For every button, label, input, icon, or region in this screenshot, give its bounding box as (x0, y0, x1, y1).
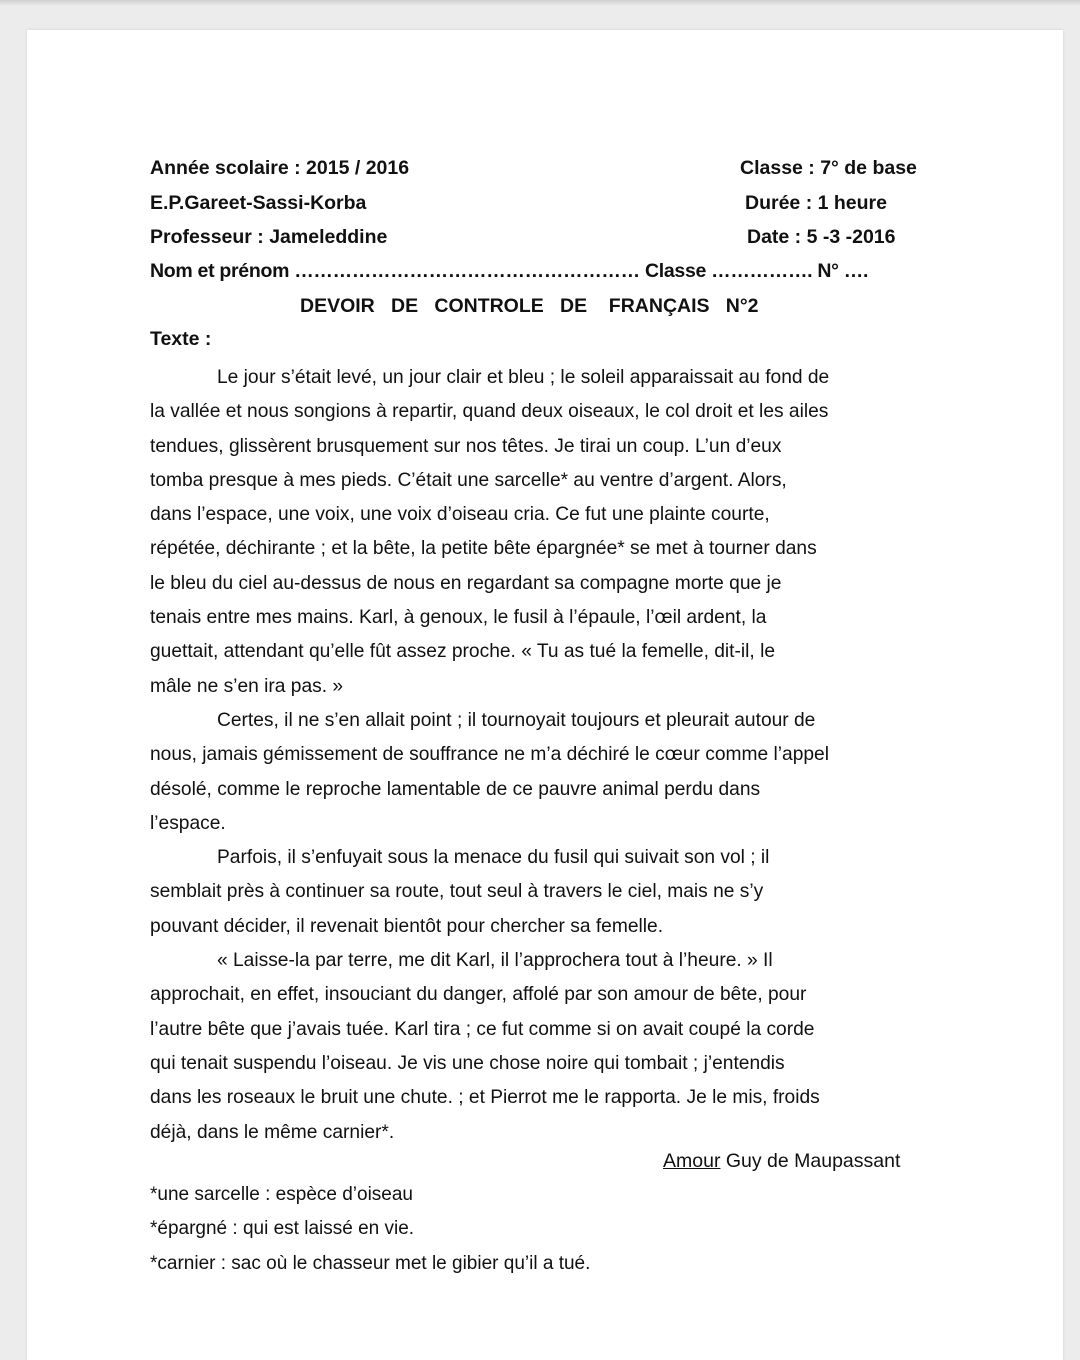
text-line: pouvant décider, il revenait bientôt pour chercher sa femelle. (150, 915, 664, 937)
author: Guy de Maupassant (720, 1150, 901, 1172)
text-label: Texte : (150, 328, 212, 350)
teacher: Professeur : Jameleddine (150, 226, 388, 248)
text-body (150, 361, 829, 1150)
text-line: approchait, en effet, insouciant du danger, affolé par son amour de bête, pour (150, 984, 807, 1006)
school-year: Année scolaire : 2015 / 2016 (150, 157, 410, 179)
text-line: le bleu du ciel au-dessus de nous en regardant sa compagne morte que je (150, 572, 782, 594)
student-name-line: Nom et prénom ……………………………………………… Classe ……………. N° …. (150, 260, 869, 282)
text-line: mâle ne s’en ira pas. » (150, 675, 344, 697)
text-line: Parfois, il s’enfuyait sous la menace du fusil qui suivait son vol ; il (217, 847, 770, 869)
text-line: nous, jamais gémissement de souffrance ne m’a déchiré le cœur comme l’appel (150, 744, 829, 766)
text-line: guettait, attendant qu’elle fût assez proche. « Tu as tué la femelle, dit-il, le (150, 641, 776, 663)
top-shadow (0, 0, 1080, 6)
text-line: l’espace. (150, 812, 226, 834)
school-name: E.P.Gareet-Sassi-Korba (150, 192, 367, 214)
text-line: Certes, il ne s’en allait point ; il tournoyait toujours et pleurait autour de (217, 709, 816, 731)
text-line: la vallée et nous songions à repartir, quand deux oiseaux, le col droit et les ailes (150, 401, 829, 423)
text-line: désolé, comme le reproche lamentable de ce pauvre animal perdu dans (150, 778, 761, 800)
text-line: « Laisse-la par terre, me dit Karl, il l’approchera tout à l’heure. » Il (217, 950, 773, 972)
text-line: tenais entre mes mains. Karl, à genoux, le fusil à l’épaule, l’œil ardent, la (150, 607, 767, 629)
text-line: déjà, dans le même carnier*. (150, 1121, 395, 1143)
class-level: Classe : 7° de base (740, 157, 917, 179)
duration: Durée : 1 heure (745, 192, 887, 214)
text-line: qui tenait suspendu l’oiseau. Je vis une chose noire qui tombait ; j’entendis (150, 1052, 785, 1074)
text-line: semblait près à continuer sa route, tout seul à travers le ciel, mais ne s’y (150, 881, 764, 903)
footnote: *épargné : qui est laissé en vie. (150, 1218, 415, 1239)
exam-date: Date : 5 -3 -2016 (747, 226, 896, 248)
text-line: Le jour s’était levé, un jour clair et bleu ; le soleil apparaissait au fond de (217, 367, 830, 388)
footnote: *carnier : sac où le chasseur met le gibier qu’il a tué. (150, 1253, 591, 1274)
text-line: tendues, glissèrent brusquement sur nos têtes. Je tirai un coup. L’un d’eux (150, 435, 782, 457)
text-line: l’autre bête que j’avais tuée. Karl tira ; ce fut comme si on avait coupé la corde (150, 1018, 815, 1040)
exam-title: DEVOIR DE CONTROLE DE FRANÇAIS N°2 (300, 295, 759, 317)
text-line: tomba presque à mes pieds. C’était une sarcelle* au ventre d’argent. Alors, (150, 469, 787, 491)
work-title: Amour (663, 1150, 721, 1172)
source-citation (663, 1149, 900, 1173)
footnote: *une sarcelle : espèce d’oiseau (150, 1184, 414, 1205)
text-line: dans l’espace, une voix, une voix d’oiseau cria. Ce fut une plainte courte, (150, 504, 770, 526)
text-line: répétée, déchirante ; et la bête, la petite bête épargnée* se met à tourner dans (150, 538, 817, 560)
text-line: dans les roseaux le bruit une chute. ; et Pierrot me le rapporta. Je le mis, froids (150, 1087, 820, 1109)
